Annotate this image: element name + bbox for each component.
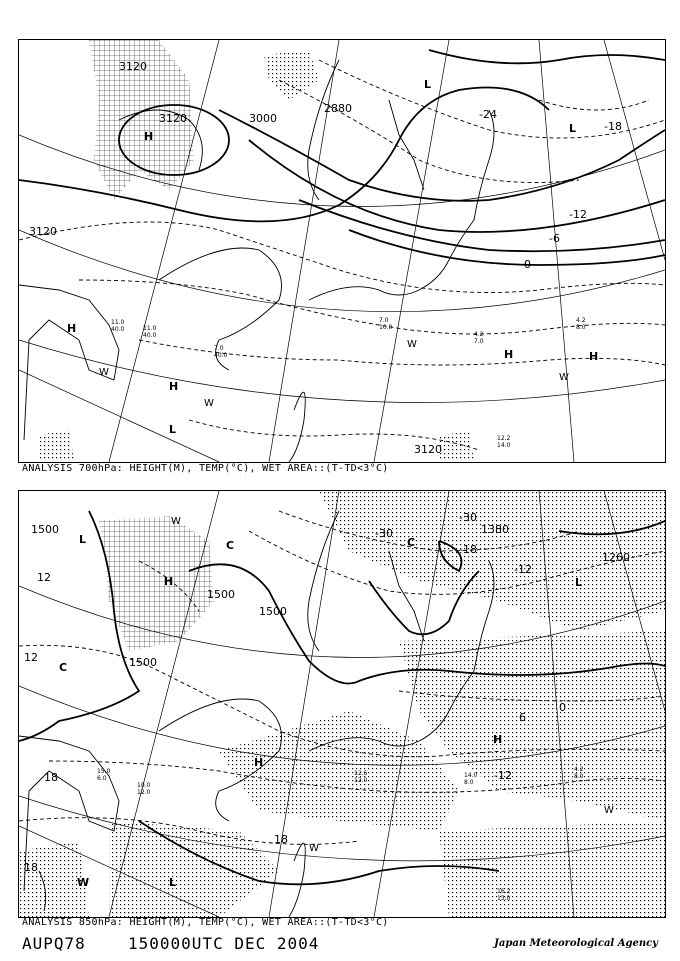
wet-area-dots xyxy=(39,430,74,460)
height-label: 2880 xyxy=(324,102,352,115)
warm-mark: W xyxy=(171,516,181,527)
station-value: 40.0 xyxy=(143,332,157,339)
isotherm-label: -12 xyxy=(514,563,532,576)
warm-mark: W xyxy=(604,805,614,816)
map-850hpa-graphic xyxy=(19,491,665,917)
pressure-center: H xyxy=(144,130,154,143)
station-value: 4.2 xyxy=(576,317,586,324)
isotherm-label: 12 xyxy=(37,571,51,584)
pressure-center: H xyxy=(169,380,179,393)
map-700hpa-graphic xyxy=(19,40,665,462)
station-value: 15.0 xyxy=(97,768,111,775)
station-value: 7.0 xyxy=(379,317,389,324)
height-label: 1260 xyxy=(602,551,630,564)
pressure-center: L xyxy=(575,576,583,589)
station-value: 40.0 xyxy=(111,326,125,333)
height-label: 1500 xyxy=(259,605,287,618)
pressure-center: C xyxy=(226,539,235,552)
pressure-center: H xyxy=(504,348,514,361)
pressure-center: L xyxy=(569,122,577,135)
station-value: 8.0 xyxy=(464,779,474,786)
chart-code: AUPQ78 xyxy=(22,934,86,953)
station-value: 12.2 xyxy=(497,435,511,442)
height-label: 1500 xyxy=(207,588,235,601)
pressure-center: H xyxy=(254,756,264,769)
isotherm-label: -12 xyxy=(569,208,587,221)
warm-mark: W xyxy=(309,843,319,854)
station-value: 40.0 xyxy=(214,352,228,359)
isotherm-label: -30 xyxy=(375,527,393,540)
valid-time: 150000UTC DEC 2004 xyxy=(128,934,320,953)
height-label: 3120 xyxy=(119,60,147,73)
station-value: 7.0 xyxy=(214,345,224,352)
station-value: 11.0 xyxy=(143,325,157,332)
station-value: 12.6 xyxy=(354,770,368,777)
height-label: 1380 xyxy=(481,523,509,536)
station-value: 6.0 xyxy=(97,775,107,782)
pressure-center: W xyxy=(77,876,90,889)
pressure-center: L xyxy=(424,78,432,91)
pressure-center: L xyxy=(169,423,177,436)
station-value: 10.0 xyxy=(137,782,151,789)
station-value: 4.2 xyxy=(574,766,584,773)
pressure-center: L xyxy=(79,533,87,546)
isotherm-label: 12 xyxy=(24,651,38,664)
map-panel-850hpa xyxy=(18,490,666,918)
panel-850-caption: ANALYSIS 850hPa: HEIGHT(M), TEMP(°C), WET AREA::(T-TD<3°C) xyxy=(22,917,389,928)
agency-credit: Japan Meteorological Agency xyxy=(494,938,658,949)
warm-mark: W xyxy=(204,398,214,409)
pressure-center: H xyxy=(493,733,503,746)
wet-area-dots xyxy=(439,821,665,917)
isotherm-label: -18 xyxy=(604,120,622,133)
warm-mark: W xyxy=(99,367,109,378)
station-value: 8.0 xyxy=(574,773,584,780)
isotherm-label: 18 xyxy=(274,833,288,846)
pressure-center: H xyxy=(164,575,174,588)
wet-area-dots xyxy=(109,821,279,917)
panel-700-caption: ANALYSIS 700hPa: HEIGHT(M), TEMP(°C), WET AREA::(T-TD<3°C) xyxy=(22,463,389,474)
height-label: 1500 xyxy=(31,523,59,536)
map-panel-700hpa xyxy=(18,39,666,463)
pressure-center: C xyxy=(59,661,68,674)
isotherm-label: -6 xyxy=(549,232,560,245)
station-value: 11.0 xyxy=(111,319,125,326)
height-label: 3120 xyxy=(159,112,187,125)
isotherm-label: -24 xyxy=(479,108,497,121)
isotherm-label: -30 xyxy=(459,511,477,524)
station-value: 14.0 xyxy=(464,772,478,779)
height-label: 3120 xyxy=(414,443,442,456)
warm-mark: W xyxy=(407,339,417,350)
station-value: 8.0 xyxy=(576,324,586,331)
isotherm-label: -18 xyxy=(459,543,477,556)
pressure-center: H xyxy=(67,322,77,335)
station-value: 13.0 xyxy=(497,895,511,902)
station-value: 4.2 xyxy=(474,331,484,338)
pressure-center: L xyxy=(169,876,177,889)
isotherm-label: 0 xyxy=(559,701,566,714)
pressure-center: H xyxy=(589,350,599,363)
height-label: 3120 xyxy=(29,225,57,238)
station-value: 7.0 xyxy=(474,338,484,345)
wet-area-dots xyxy=(264,50,319,100)
isotherm-label: 18 xyxy=(44,771,58,784)
isotherm-label: 18 xyxy=(24,861,38,874)
height-label: 1500 xyxy=(129,656,157,669)
station-value: 10.0 xyxy=(379,324,393,331)
station-value: 12.0 xyxy=(354,777,368,784)
isotherm-label: 6 xyxy=(519,711,526,724)
warm-mark: W xyxy=(559,372,569,383)
station-value: 12.0 xyxy=(137,789,151,796)
height-label: 3000 xyxy=(249,112,277,125)
station-value: 16.2 xyxy=(497,888,511,895)
isotherm-label: 0 xyxy=(524,258,531,271)
pressure-center: C xyxy=(407,536,416,549)
wet-area-dots xyxy=(437,432,474,460)
wet-area-dots xyxy=(219,711,459,831)
isotherm-label: -12 xyxy=(494,769,512,782)
station-value: 14.0 xyxy=(497,442,511,449)
